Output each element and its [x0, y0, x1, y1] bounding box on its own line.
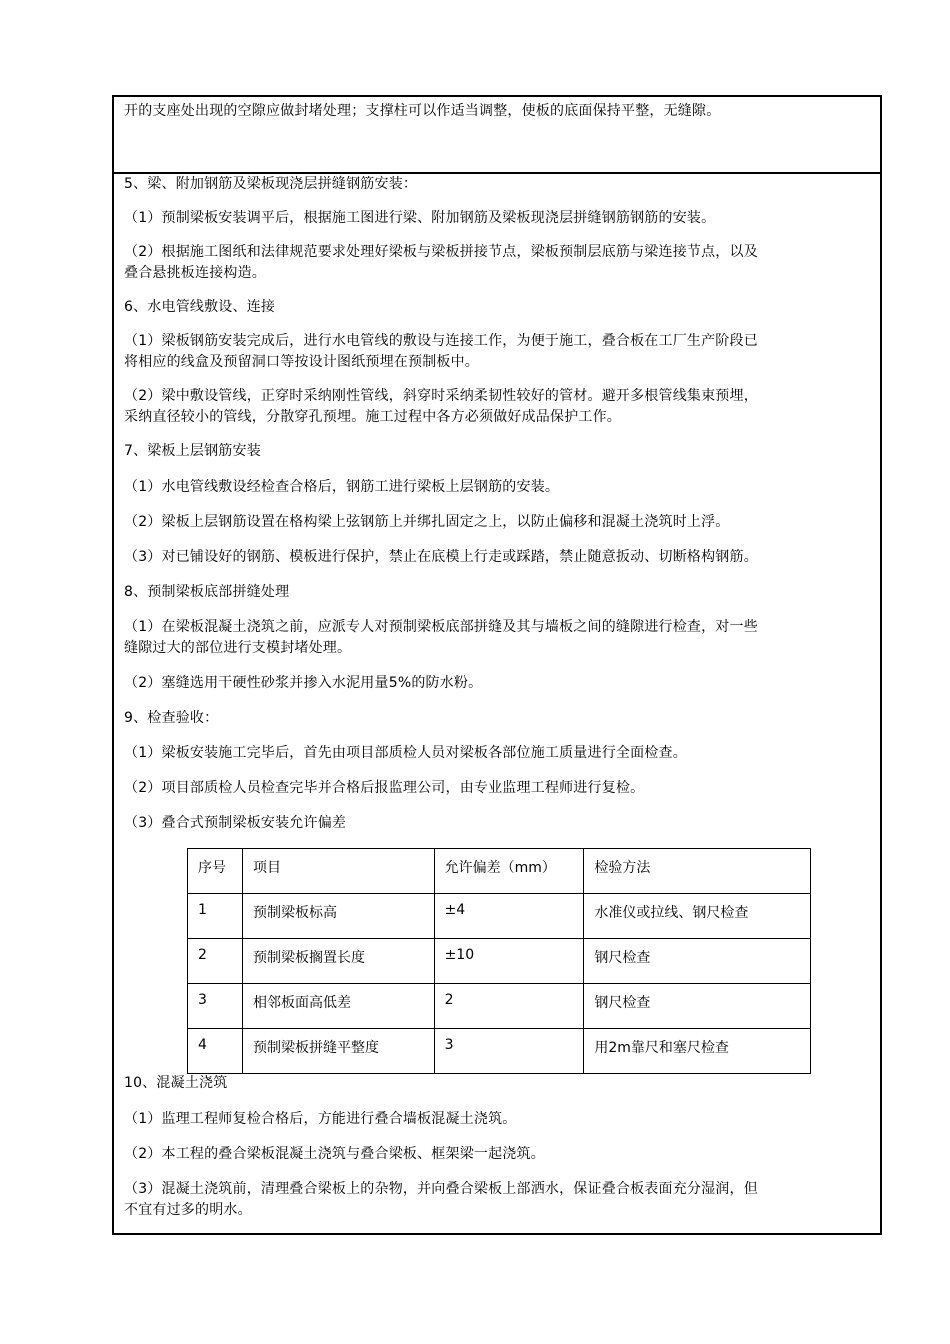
table-header-cell: 项目 [242, 849, 434, 894]
heading-6: 6、水电管线敷设、连接 [124, 299, 276, 315]
table-cell: 用2m靠尺和塞尺检查 [584, 1029, 811, 1074]
heading-5: 5、梁、附加钢筋及梁板现浇层拼缝钢筋安装： [124, 176, 418, 192]
document-frame [112, 95, 882, 1235]
text-line: （2）梁板上层钢筋设置在格构梁上弦钢筋上并绑扎固定之上，以防止偏移和混凝土浇筑时上浮。 [124, 514, 730, 530]
text-line: （3）对已铺设好的钢筋、模板进行保护，禁止在底模上行走或踩踏，禁止随意扳动、切断格构钢筋。 [124, 549, 758, 565]
table-cell: 3 [188, 984, 243, 1029]
table-row [188, 894, 811, 939]
text-line: （1）水电管线敷设经检查合格后，钢筋工进行梁板上层钢筋的安装。 [124, 479, 560, 495]
text-line: （2）塞缝选用干硬性砂浆并掺入水泥用量5%的防水粉。 [124, 675, 483, 691]
text-line: （1）在梁板混凝土浇筑之前，应派专人对预制梁板底部拼缝及其与墙板之间的缝隙进行检查，对一些 [124, 619, 758, 635]
table-cell: 预制梁板标高 [242, 894, 434, 939]
heading-9: 9、检查验收： [124, 710, 219, 726]
table-cell: 水准仪或拉线、钢尺检查 [584, 894, 811, 939]
text-line: （3）混凝土浇筑前，清理叠合梁板上的杂物，并向叠合梁板上部洒水，保证叠合板表面充分湿润，但 [124, 1181, 758, 1197]
deviation-table [187, 848, 811, 1074]
table-cell: 预制梁板搁置长度 [242, 939, 434, 984]
table-cell: ±10 [434, 939, 584, 984]
table-header-cell: 序号 [188, 849, 243, 894]
table-cell: 1 [188, 894, 243, 939]
table-cell: ±4 [434, 894, 584, 939]
text-line: 叠合悬挑板连接构造。 [124, 265, 266, 281]
table-cell: 钢尺检查 [584, 984, 811, 1029]
text-line: （1）梁板钢筋安装完成后，进行水电管线的敷设与连接工作，为便于施工，叠合板在工厂生产阶段已 [124, 333, 758, 349]
table-header-cell: 允许偏差（mm） [434, 849, 584, 894]
text-line: 采纳直径较小的管线，分散穿孔预埋。施工过程中各方必须做好成品保护工作。 [124, 409, 621, 425]
text-line: （2）根据施工图纸和法律规范要求处理好梁板与梁板拼接节点，梁板预制层底筋与梁连接节点，以及 [124, 244, 758, 260]
text-line: （3）叠合式预制梁板安装允许偏差 [124, 815, 347, 831]
text-line: （1）监理工程师复检合格后，方能进行叠合墙板混凝土浇筑。 [124, 1111, 517, 1127]
text-line: （1）梁板安装施工完毕后，首先由项目部质检人员对梁板各部位施工质量进行全面检查。 [124, 745, 687, 761]
table-cell: 2 [434, 984, 584, 1029]
table-cell: 钢尺检查 [584, 939, 811, 984]
heading-8: 8、预制梁板底部拼缝处理 [124, 584, 290, 600]
top-paragraph: 开的支座处出现的空隙应做封堵处理；支撑柱可以作适当调整，使板的底面保持平整，无缝隙。 [124, 103, 721, 119]
table-row [188, 984, 811, 1029]
table-cell: 4 [188, 1029, 243, 1074]
heading-7: 7、梁板上层钢筋安装 [124, 443, 261, 459]
text-line: （1）预制梁板安装调平后，根据施工图进行梁、附加钢筋及梁板现浇层拼缝钢筋钢筋的安装。 [124, 210, 716, 226]
text-line: 不宜有过多的明水。 [124, 1202, 252, 1218]
table-header-row [188, 849, 811, 894]
table-cell: 2 [188, 939, 243, 984]
table-cell: 3 [434, 1029, 584, 1074]
table-row [188, 939, 811, 984]
table-row [188, 1029, 811, 1074]
text-line: （2）本工程的叠合梁板混凝土浇筑与叠合梁板、框架梁一起浇筑。 [124, 1146, 545, 1162]
text-line: 缝隙过大的部位进行支模封堵处理。 [124, 640, 352, 656]
text-line: 将相应的线盒及预留洞口等按设计图纸预埋在预制板中。 [124, 354, 479, 370]
table-header-cell: 检验方法 [584, 849, 811, 894]
text-line: （2）项目部质检人员检查完毕并合格后报监理公司，由专业监理工程师进行复检。 [124, 780, 645, 796]
table-cell: 相邻板面高低差 [242, 984, 434, 1029]
heading-10: 10、混凝土浇筑 [124, 1075, 228, 1091]
table-cell: 预制梁板拼缝平整度 [242, 1029, 434, 1074]
text-line: （2）梁中敷设管线，正穿时采纳刚性管线，斜穿时采纳柔韧性较好的管材。避开多根管线集束预埋， [124, 388, 758, 404]
